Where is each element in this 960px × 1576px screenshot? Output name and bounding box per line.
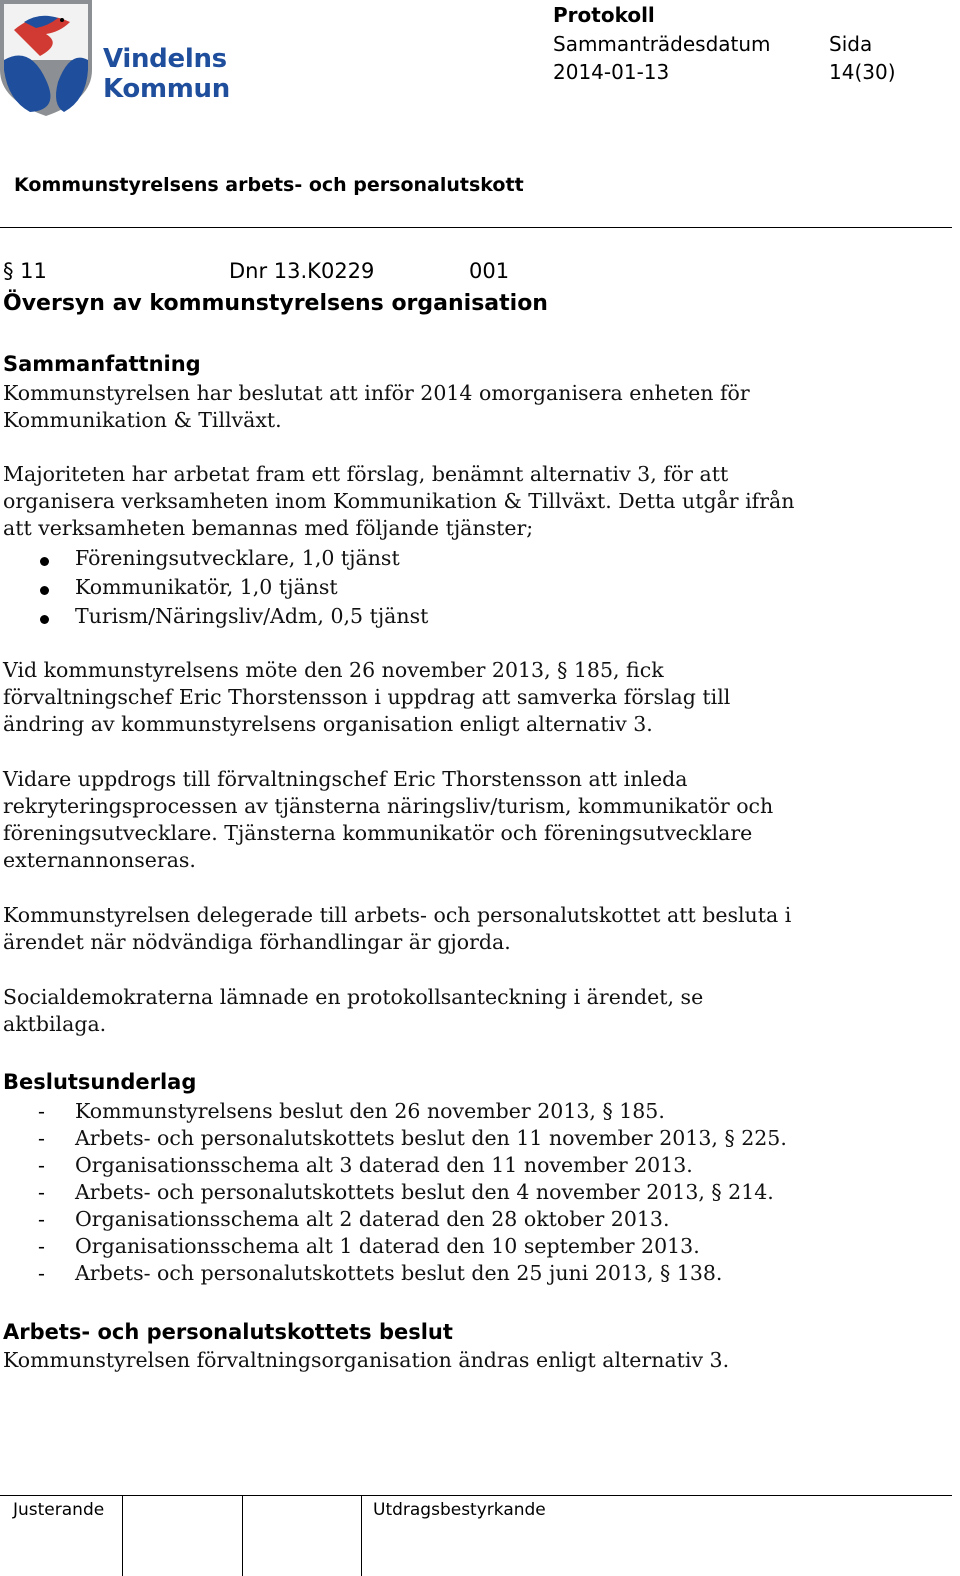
page-label: Sida xyxy=(829,32,873,56)
bullet-icon xyxy=(40,557,49,566)
summary-p6-line1: Socialdemokraterna lämnade en protokollsanteckning i ärendet, se xyxy=(3,985,704,1009)
basis-item: Organisationsschema alt 2 daterad den 28 oktober 2013. xyxy=(75,1207,670,1231)
decision-heading: Arbets- och personalutskottets beslut xyxy=(3,1320,453,1344)
date-label: Sammanträdesdatum xyxy=(553,32,771,56)
bullet-item: Kommunikatör, 1,0 tjänst xyxy=(75,575,338,599)
case-title: Översyn av kommunstyrelsens organisation xyxy=(3,291,548,316)
summary-p4-line1: Vidare uppdrogs till förvaltningschef Eric Thorstensson att inleda xyxy=(3,767,688,791)
footer-utdragsbestyrkande: Utdragsbestyrkande xyxy=(373,1500,546,1520)
summary-p3-line2: förvaltningschef Eric Thorstensson i uppdrag att samverka förslag till xyxy=(3,685,731,709)
basis-item: Arbets- och personalutskottets beslut den 11 november 2013, § 225. xyxy=(75,1126,787,1150)
logo-line-2: Kommun xyxy=(103,74,230,104)
summary-p2-line1: Majoriteten har arbetat fram ett förslag, benämnt alternativ 3, för att xyxy=(3,462,729,486)
basis-heading: Beslutsunderlag xyxy=(3,1070,197,1094)
basis-item: Arbets- och personalutskottets beslut den 4 november 2013, § 214. xyxy=(75,1180,774,1204)
summary-p6-line2: aktbilaga. xyxy=(3,1012,107,1036)
summary-p1-line2: Kommunikation & Tillväxt. xyxy=(3,408,282,432)
dash-marker: - xyxy=(38,1261,45,1285)
page-number: 14(30) xyxy=(829,60,896,84)
logo-line-1: Vindelns xyxy=(103,44,227,74)
dash-marker: - xyxy=(38,1180,45,1204)
dash-marker: - xyxy=(38,1234,45,1258)
summary-p2-line2: organisera verksamheten inom Kommunikation & Tillväxt. Detta utgår ifrån xyxy=(3,489,795,513)
decision-text: Kommunstyrelsen förvaltningsorganisation ändras enligt alternativ 3. xyxy=(3,1348,730,1372)
summary-p5-line1: Kommunstyrelsen delegerade till arbets- och personalutskottet att besluta i xyxy=(3,903,792,927)
meeting-date: 2014-01-13 xyxy=(553,60,670,84)
summary-p2-line3: att verksamheten bemannas med följande tjänster; xyxy=(3,516,534,540)
bullet-icon xyxy=(40,615,49,624)
committee-name: Kommunstyrelsens arbets- och personalutskott xyxy=(14,174,524,196)
summary-p1-line1: Kommunstyrelsen har beslutat att inför 2014 omorganisera enheten för xyxy=(3,381,750,405)
summary-p4-line2: rekryteringsprocessen av tjänsterna näringsliv/turism, kommunikatör och xyxy=(3,794,774,818)
bullet-item: Föreningsutvecklare, 1,0 tjänst xyxy=(75,546,400,570)
footer-cell-divider xyxy=(122,1495,123,1576)
basis-item: Kommunstyrelsens beslut den 26 november 2013, § 185. xyxy=(75,1099,665,1123)
summary-p3-line3: ändring av kommunstyrelsens organisation enligt alternativ 3. xyxy=(3,712,653,736)
footer-justerande: Justerande xyxy=(13,1500,105,1520)
basis-item: Organisationsschema alt 3 daterad den 11 november 2013. xyxy=(75,1153,693,1177)
paragraph-number: § 11 xyxy=(3,259,47,283)
dash-marker: - xyxy=(38,1153,45,1177)
dash-marker: - xyxy=(38,1126,45,1150)
dash-marker: - xyxy=(38,1207,45,1231)
dash-marker: - xyxy=(38,1099,45,1123)
summary-p4-line3: föreningsutvecklare. Tjänsterna kommunikatör och föreningsutvecklare xyxy=(3,821,753,845)
footer-cell-divider xyxy=(361,1495,362,1576)
doc-type: Protokoll xyxy=(553,3,655,27)
basis-item: Organisationsschema alt 1 daterad den 10 september 2013. xyxy=(75,1234,700,1258)
basis-item: Arbets- och personalutskottets beslut den 25 juni 2013, § 138. xyxy=(75,1261,723,1285)
case-code: 001 xyxy=(469,259,510,283)
bullet-item: Turism/Näringsliv/Adm, 0,5 tjänst xyxy=(75,604,429,628)
summary-p3-line1: Vid kommunstyrelsens möte den 26 november 2013, § 185, fick xyxy=(3,658,664,682)
bullet-icon xyxy=(40,586,49,595)
header-divider xyxy=(0,227,952,228)
summary-p4-line4: externannonseras. xyxy=(3,848,196,872)
vindeln-logo xyxy=(0,0,245,118)
dnr: Dnr 13.K0229 xyxy=(229,259,375,283)
footer-cell-divider xyxy=(242,1495,243,1576)
summary-heading: Sammanfattning xyxy=(3,352,201,376)
coat-of-arms-icon xyxy=(0,0,100,118)
summary-p5-line2: ärendet när nödvändiga förhandlingar är gjorda. xyxy=(3,930,511,954)
footer-divider xyxy=(0,1495,952,1496)
